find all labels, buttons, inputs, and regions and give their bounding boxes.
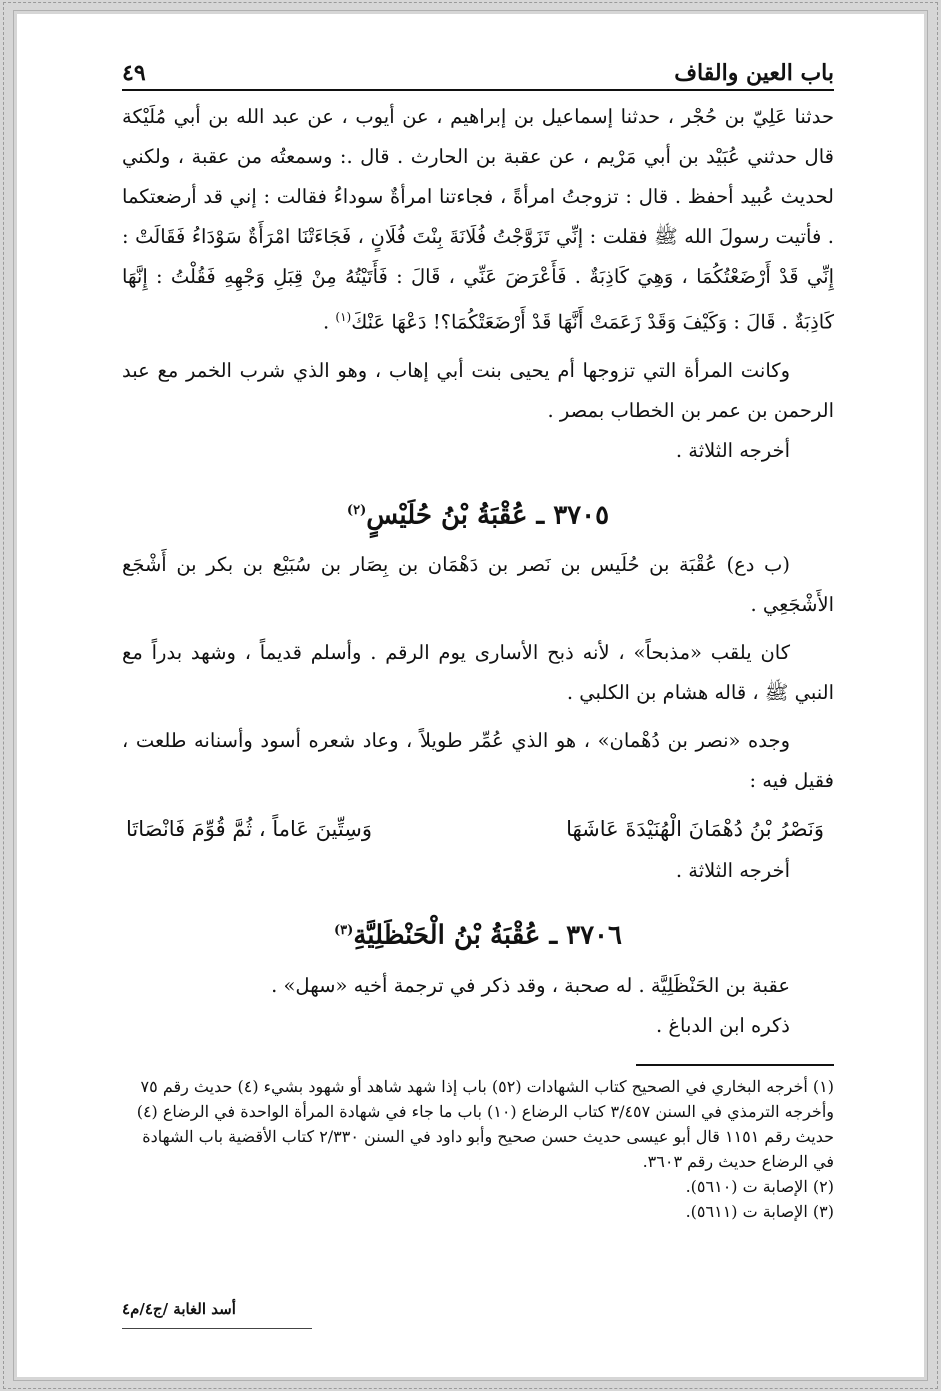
- verse-second-hemistich: وَسِتِّينَ عَاماً ، ثُمَّ قُوِّمَ فَانْصَاتَا: [126, 817, 372, 842]
- paragraph-dabbagh: ذكره ابن الدباغ .: [655, 1013, 790, 1037]
- hadith-paragraph: [122, 97, 834, 343]
- book-page: [122, 52, 834, 1224]
- page-number: ٤٩: [122, 60, 146, 86]
- paragraph-grandfather: وجده «نصر بن دُهْمان» ، هو الذي عُمِّر طويلاً ، وعاد شعره أسود وأسنانه طلعت ، فقيل فيه :: [122, 729, 834, 793]
- footnotes: [122, 1074, 834, 1224]
- paragraph-lineage: (ب دع) عُقْبَة بن حُلَيس بن نَصر بن دَهْمَان بن بِصَار بن سُبَيْع بن بكر بن أَشْجَع الأَشْجَعِي .: [122, 553, 834, 617]
- paragraph-takhrij-2: أخرجه الثلاثة .: [675, 859, 790, 883]
- signature-rule: [122, 1328, 312, 1329]
- entry-title-3706: ٣٧٠٦ ـ عُقْبَةُ بْنُ الْحَنْظَلِيَّةِ: [353, 920, 622, 951]
- footnote-ref-3: (٣): [334, 923, 354, 939]
- paragraph-wife: وكانت المرأة التي تزوجها أم يحيى بنت أبي إهاب ، وهو الذي شرب الخمر مع عبد الرحمن بن عمر بن الخطاب بمصر .: [122, 358, 834, 422]
- paragraph-nickname: كان يلقب «مذبحاً» ، لأنه ذبح الأسارى يوم الرقم . وأسلم قديماً ، وشهد بدراً مع النبي ﷺ ، قاله هشام بن الكلبي .: [122, 641, 834, 705]
- signature-text: أسد الغابة /ج٤/م٤: [122, 1300, 236, 1318]
- chapter-title: باب العين والقاف: [674, 60, 834, 86]
- entry-heading-3706: [122, 911, 834, 956]
- footnote-separator: [636, 1064, 834, 1066]
- footnote-2: (٢) الإصابة ت (٥٦١٠).: [685, 1176, 834, 1196]
- poetry-verse: [122, 807, 834, 851]
- entry-heading-3705: [122, 491, 834, 536]
- footnote-1: (١) أخرجه البخاري في الصحيح كتاب الشهادات (٥٢) باب إذا شهد شاهد أو شهود بشيء (٤) حديث رقم ٧٥ وأخرجه الترمذي في السنن ٣/٤٥٧ كتاب الرضاع (١٠) باب ما جاء في شهادة المرأة الواحدة في الرضاع (٤) حديث رقم ١١٥١ قال أبو عيسى حديث حسن صحيح وأبو داود في السنن ٢/٣٣٠ كتاب الأقضية باب الشهادة في الرضاع حديث رقم ٣٦٠٣.: [136, 1076, 834, 1171]
- printer-signature: [122, 1300, 834, 1318]
- paragraph-hanzaliyya: عقبة بن الحَنْظَلِيَّة . له صحبة ، وقد ذكر في ترجمة أخيه «سهل» .: [271, 973, 790, 997]
- paragraph-takhrij-1: أخرجه الثلاثة .: [675, 438, 790, 462]
- verse-first-hemistich: وَنَصْرُ بْنُ دُهْمَانَ الْهُنَيْدَةَ عَاشَهَا: [566, 817, 824, 842]
- hadith-text: حدثنا عَلِيّ بن حُجْر ، حدثنا إسماعيل بن إبراهيم ، عن أيوب ، عن عبد الله بن أبي مُلَيْكة قال حدثني عُبَيْد بن أبي مَرْيم ، عن عقبة بن الحارث . قال .: وسمعتُه من عقبة ، ولكني لحديث عُبيد أحفظ . قال : تزوجتُ امرأةً ، فجاءتنا امرأةٌ سوداءُ فقالت : إني قد أرضعتكما . فأتيت رسولَ الله ﷺ فقلت : إنِّي تَزَوَّجْتُ فُلَانَةَ بِنْتَ فُلَانٍ ، فَجَاءَتْنَا امْرَأَةٌ سَوْدَاءُ فَقَالَتْ : إِنِّي قَدْ أَرْضَعْتُكُمَا ، وَهِيَ كَاذِبَةٌ . فَأَعْرَضَ عَنِّي ، قَالَ : فَأَتَيْتُهُ مِنْ قِبَلِ وَجْهِهِ فَقُلْتُ : إِنَّهَا كَاذِبَةٌ . قَالَ : وَكَيْفَ وَقَدْ زَعَمَتْ أَنَّهَا قَدْ أَرْضَعَتْكُمَا؟! دَعْهَا عَنْكَ: [122, 105, 834, 334]
- footnote-ref-2: (٢): [346, 502, 367, 518]
- running-header: [122, 52, 834, 91]
- entry-title-3705: ٣٧٠٥ ـ عُقْبَةُ بْنُ حُلَيْسٍ: [366, 500, 610, 531]
- hadith-end: .: [322, 310, 336, 334]
- footnote-ref-1: (١): [335, 310, 352, 324]
- footnote-3: (٣) الإصابة ت (٥٦١١).: [685, 1201, 834, 1221]
